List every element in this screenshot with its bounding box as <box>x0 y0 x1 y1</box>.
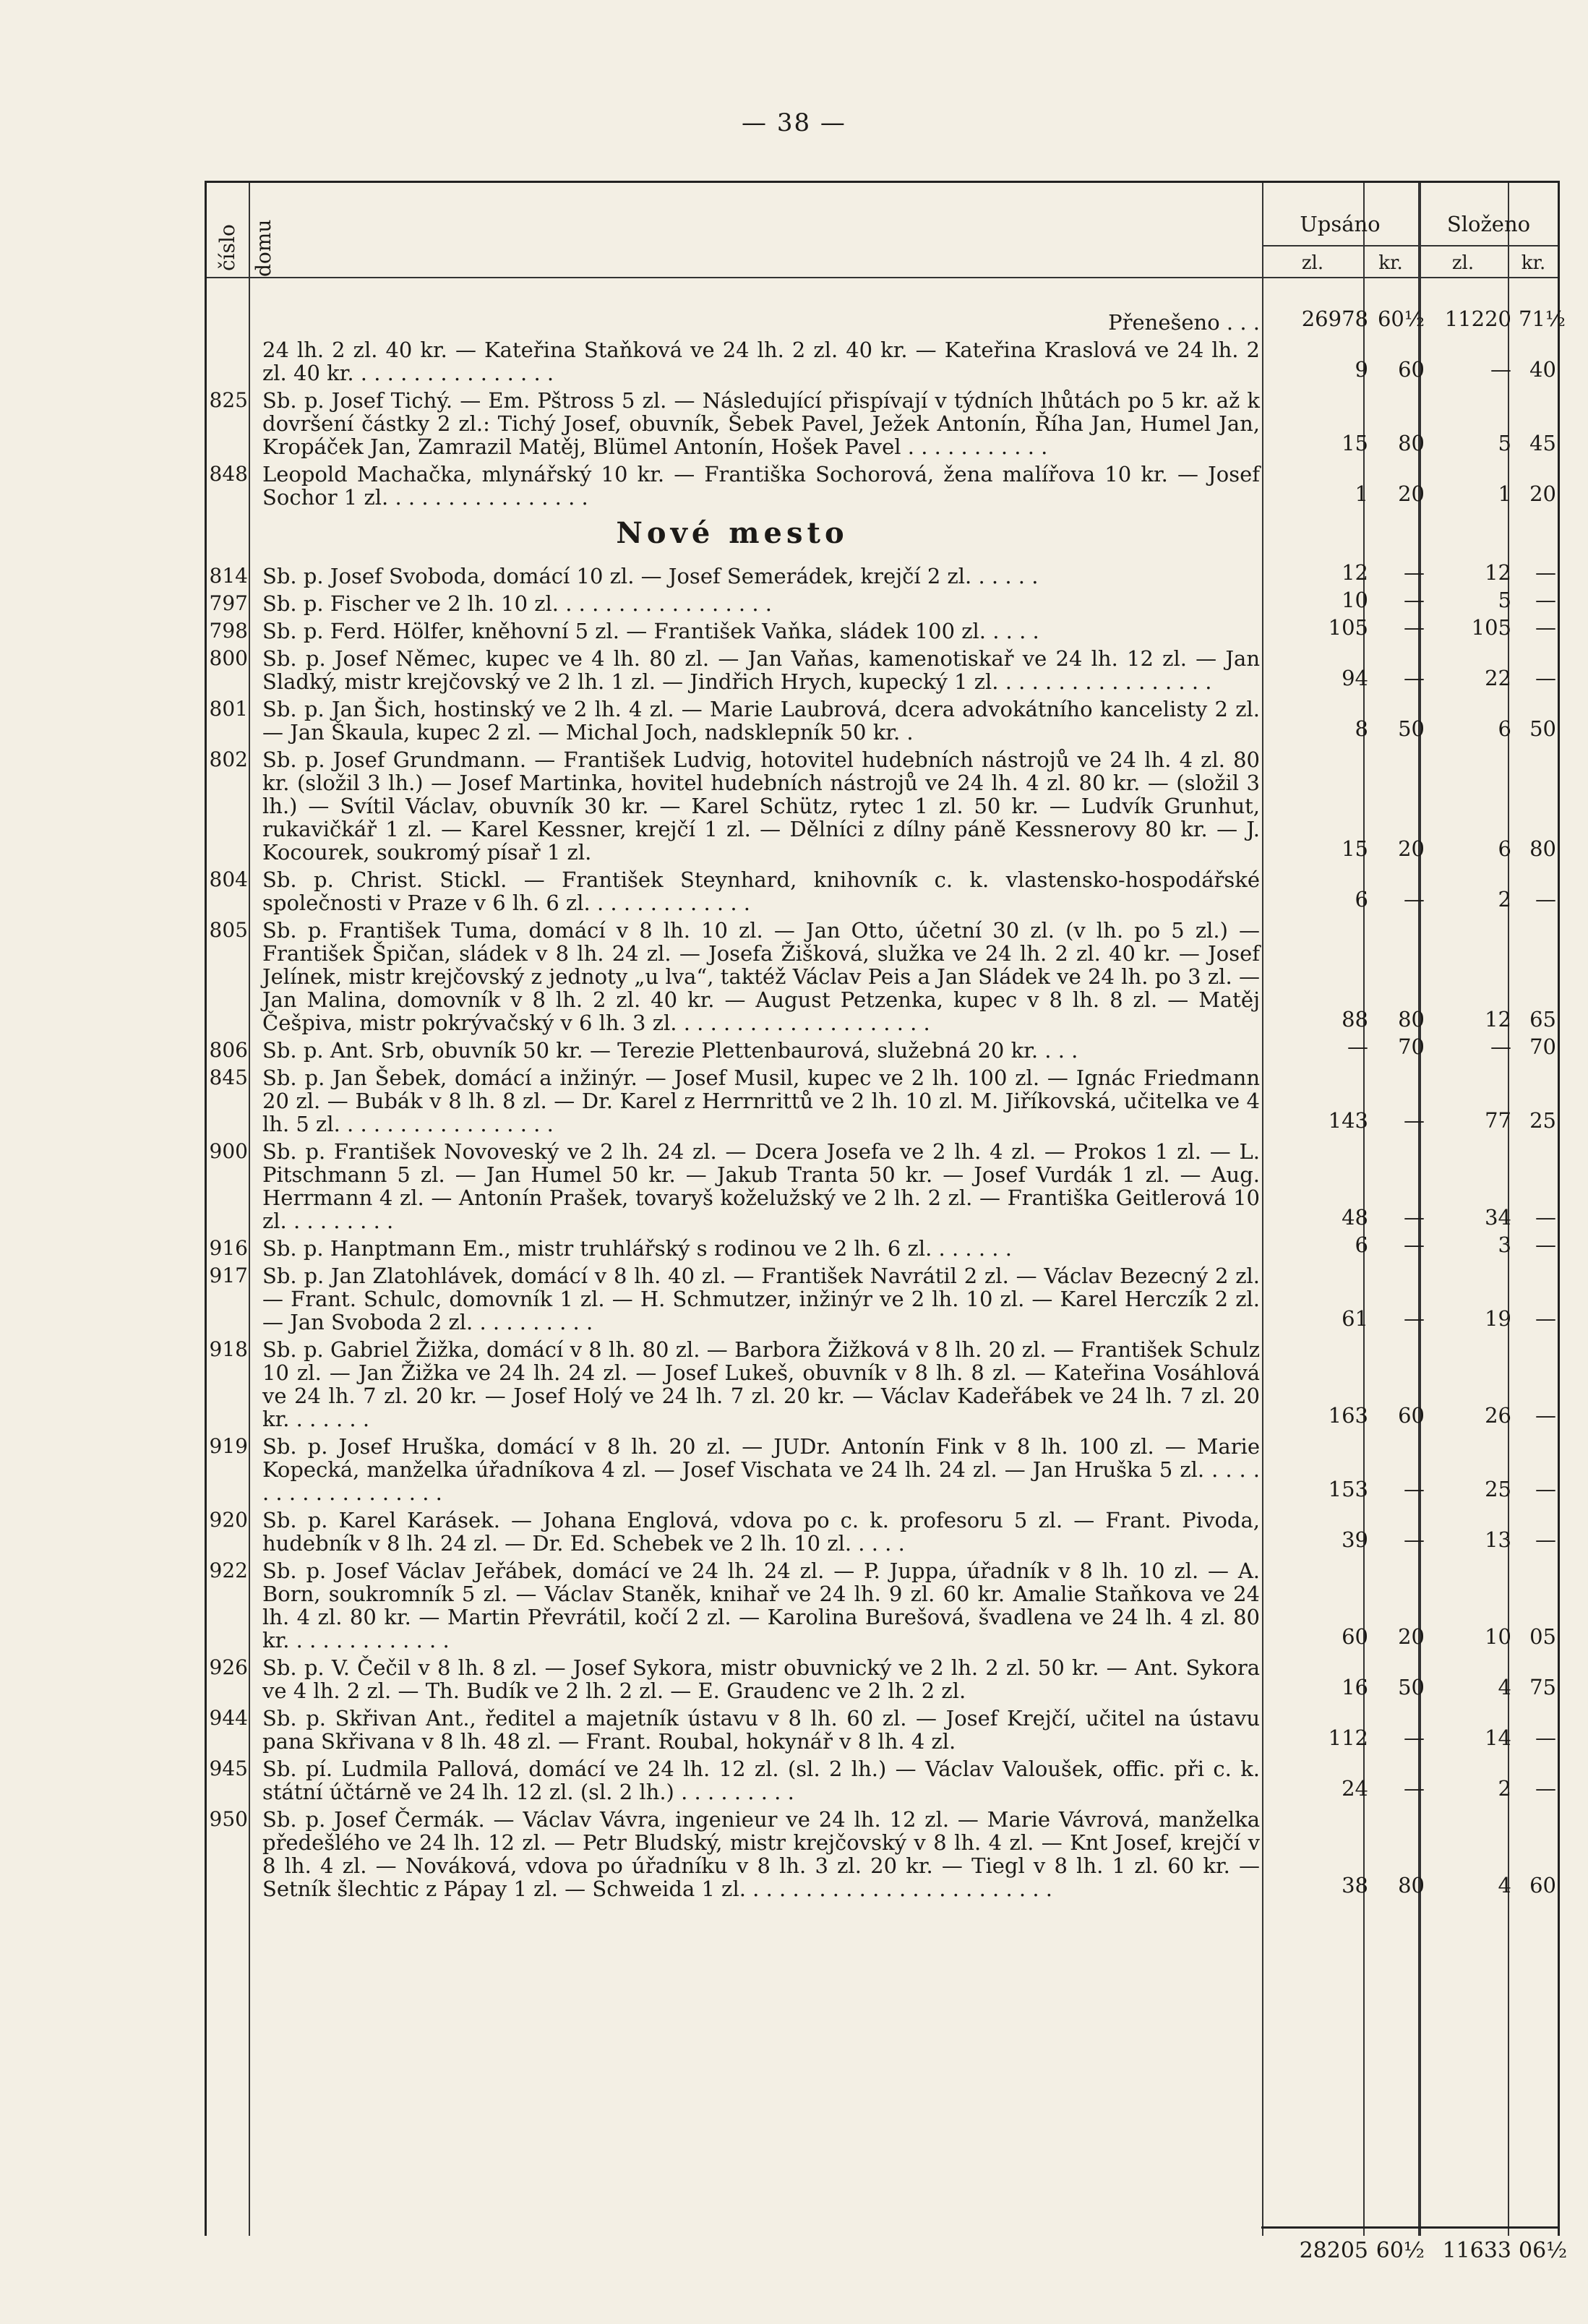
amount-slozeno-kr: — <box>1535 615 1556 640</box>
entry-text: Sb. p. Hanptmann Em., mistr truhlářský s rodinou ve 2 lh. 6 zl. . . . . . . <box>262 1236 1012 1261</box>
amount-upsano-kr: 20 <box>1398 481 1425 506</box>
entry-amounts <box>1274 1006 1560 1034</box>
amount-slozeno-kr: — <box>1535 1205 1556 1230</box>
amount-slozeno-kr: 75 <box>1529 1675 1556 1699</box>
amount-upsano-zl: 16 <box>1342 1675 1368 1699</box>
amount-upsano-zl: 112 <box>1328 1725 1368 1750</box>
amount-slozeno-zl: 13 <box>1485 1527 1511 1552</box>
amount-upsano-kr: — <box>1404 1306 1425 1331</box>
entry-amounts <box>1274 1305 1560 1334</box>
amount-slozeno-kr: — <box>1535 1232 1556 1257</box>
amount-upsano-kr: 70 <box>1398 1034 1425 1059</box>
amount-upsano-zl: 88 <box>1342 1007 1368 1032</box>
entry-row <box>205 1066 1560 1136</box>
entry-text: Sb. p. Jan Zlatohlávek, domácí v 8 lh. 40 zl. — František Navrátil 2 zl. — Václav Bezecný 2 zl. — Frant. Schulc, domovník 1 zl. — H. Schmutzer, inžinýr ve 2 lh. 10 zl. — Karel Herczík 2 zl. — Jan Svoboda 2 zl. . . . . . . . . . <box>262 1264 1260 1334</box>
amount-upsano-kr: — <box>1404 615 1425 640</box>
amount-slozeno-zl: 12 <box>1485 560 1511 585</box>
amount-upsano-zl: 61 <box>1342 1306 1368 1331</box>
entry-text: Sb. p. Ferd. Hölfer, kněhovní 5 zl. — František Vaňka, sládek 100 zl. . . . . <box>262 619 1039 643</box>
amount-slozeno-zl: 4 <box>1498 1873 1511 1898</box>
amount-upsano-zl: 6 <box>1355 887 1368 912</box>
entry-row <box>205 463 1560 509</box>
amount-slozeno-zl: 6 <box>1498 716 1511 741</box>
entry-text: Přenešeno . . . <box>1108 310 1260 335</box>
amount-slozeno-kr: — <box>1535 666 1556 690</box>
amount-slozeno-zl: 5 <box>1498 588 1511 612</box>
slozeno-zl-header: zl. <box>1451 252 1475 274</box>
house-number: 825 <box>209 388 248 412</box>
amount-upsano-zl: 15 <box>1342 431 1368 455</box>
entry-row <box>205 1559 1560 1652</box>
entry-text: Sb. p. Gabriel Žižka, domácí v 8 lh. 80 zl. — Barbora Žižková v 8 lh. 20 zl. — František Schulz 10 zl. — Jan Žižka ve 24 lh. 24 zl. — Josef Lukeš, obuvník v 8 lh. 8 zl. — Kateřina Vosáhlová ve 24 lh. 7 zl. 20 kr. — Josef Holý ve 24 lh. 7 zl. 20 kr. — Václav Kadeřábek ve 24 lh. 7 zl. 20 kr. . . . . . . <box>262 1337 1260 1431</box>
house-number: 804 <box>209 867 248 891</box>
entry-row <box>205 389 1560 458</box>
house-number: 805 <box>209 918 248 942</box>
amount-slozeno-kr: — <box>1535 1527 1556 1552</box>
entry-amounts <box>1274 1475 1560 1504</box>
house-number: 797 <box>209 591 248 615</box>
amount-upsano-zl: 12 <box>1342 560 1368 585</box>
amount-upsano-kr: — <box>1404 1477 1425 1501</box>
amount-slozeno-zl: 6 <box>1498 836 1511 861</box>
entry-row <box>205 1808 1560 1900</box>
entry-amounts <box>1274 1871 1560 1900</box>
house-number: 917 <box>209 1264 248 1287</box>
amount-upsano-kr: 80 <box>1398 431 1425 455</box>
total-slozeno-kr: 06½ <box>1519 2238 1568 2263</box>
entry-text: Sb. p. Fischer ve 2 lh. 10 zl. . . . . . . . . . . . . . . . . <box>262 591 773 616</box>
slozeno-kr-header: kr. <box>1521 252 1546 274</box>
amount-upsano-kr: 20 <box>1398 836 1425 861</box>
entry-text: Leopold Machačka, mlynářský 10 kr. — Františka Sochorová, žena malířova 10 kr. — Josef Sochor 1 zl. . . . . . . . . . . . . . . . <box>262 462 1260 510</box>
amount-upsano-kr: 50 <box>1398 716 1425 741</box>
amount-upsano-zl: 15 <box>1342 836 1368 861</box>
house-number: 801 <box>209 697 248 721</box>
amount-upsano-zl: 48 <box>1342 1205 1368 1230</box>
amount-upsano-zl: 6 <box>1355 1232 1368 1257</box>
entry-row <box>205 1264 1560 1334</box>
entry-amounts <box>1274 480 1560 509</box>
amount-slozeno-zl: — <box>1490 357 1511 382</box>
house-number: 802 <box>209 747 248 771</box>
upsano-zl-header: zl. <box>1301 252 1324 274</box>
entry-amounts <box>1274 1724 1560 1753</box>
house-number: 916 <box>209 1236 248 1260</box>
entry-row <box>205 1509 1560 1555</box>
entry-text: Sb. p. Josef Němec, kupec ve 4 lh. 80 zl. — Jan Vaňas, kamenotiskař ve 24 lh. 12 zl. — Jan Sladký, mistr krejčovský ve 2 lh. 1 zl. — Jindřich Hrych, kupecký 1 zl. . . . . . . . . . . . . . . . . <box>262 646 1260 694</box>
entry-row <box>205 1435 1560 1504</box>
amount-upsano-zl: 9 <box>1355 357 1368 382</box>
amount-upsano-zl: 60 <box>1342 1624 1368 1649</box>
entry-text: Sb. p. Jan Šich, hostinský ve 2 lh. 4 zl. — Marie Laubrová, dcera advokátního kancelisty 2 zl. — Jan Škaula, kupec 2 zl. — Michal Joch, nadsklepník 50 kr. . <box>262 697 1260 745</box>
entry-amounts <box>1274 1623 1560 1652</box>
house-number: 918 <box>209 1337 248 1361</box>
amount-slozeno-kr: 20 <box>1529 481 1556 506</box>
amount-slozeno-zl: 2 <box>1498 887 1511 912</box>
amount-slozeno-zl: 26 <box>1485 1403 1511 1428</box>
amount-slozeno-kr: — <box>1535 560 1556 585</box>
upsano-kr-header: kr. <box>1378 252 1403 274</box>
entry-text: Sb. p. Josef Václav Jeřábek, domácí ve 24 lh. 24 zl. — P. Juppa, úřadník v 8 lh. 10 zl. — A. Born, soukromník 5 zl. — Václav Staněk, knihař ve 24 lh. 9 zl. 60 kr. Amalie Staňkova ve 24 lh. 4 zl. 80 kr. — Martin Převrátil, kočí 2 zl. — Karolina Burešová, švadlena ve 24 lh. 4 zl. 80 kr. . . . . . . . . . . . . <box>262 1558 1260 1652</box>
amount-upsano-zl: 10 <box>1342 588 1368 612</box>
entry-row <box>205 647 1560 693</box>
entry-amounts <box>1274 356 1560 385</box>
house-number: 919 <box>209 1434 248 1458</box>
amount-slozeno-zl: 10 <box>1485 1624 1511 1649</box>
entry-text: Sb. p. Jan Šebek, domácí a inžinýr. — Josef Musil, kupec ve 2 lh. 100 zl. — Ignác Friedmann 20 zl. — Bubák v 8 lh. 8 zl. — Dr. Karel z Herrnrittů ve 2 lh. 10 zl. M. Jiříkovská, učitelka ve 4 lh. 5 zl. . . . . . . . . . . . . . . . . <box>262 1065 1260 1136</box>
amount-slozeno-zl: — <box>1490 1034 1511 1059</box>
entry-row <box>205 588 1560 616</box>
entry-row <box>205 1656 1560 1702</box>
amount-slozeno-zl: 105 <box>1471 615 1511 640</box>
amount-upsano-kr: — <box>1404 588 1425 612</box>
total-row <box>205 2230 1568 2266</box>
amount-slozeno-kr: — <box>1535 887 1556 912</box>
entry-text: Sb. p. Skřivan Ant., ředitel a majetník ústavu v 8 lh. 60 zl. — Josef Krejčí, učitel na ústavu pana Skřivana v 8 lh. 48 zl. — Frant. Roubal, hokynář v 8 lh. 4 zl. <box>262 1706 1260 1754</box>
house-number: 845 <box>209 1065 248 1089</box>
amount-slozeno-zl: 1 <box>1498 481 1511 506</box>
house-number: 800 <box>209 646 248 670</box>
entry-row <box>205 338 1560 385</box>
entry-row <box>205 560 1560 588</box>
amount-slozeno-zl: 12 <box>1485 1007 1511 1032</box>
amount-slozeno-kr: — <box>1535 1477 1556 1501</box>
entry-row <box>205 698 1560 744</box>
entry-row <box>205 306 1566 335</box>
amount-slozeno-kr: — <box>1535 1725 1556 1750</box>
amount-slozeno-zl: 3 <box>1498 1232 1511 1257</box>
entry-text: Sb. pí. Ludmila Pallová, domácí ve 24 lh. 12 zl. (sl. 2 lh.) — Václav Valoušek, offic. při c. k. státní účtárně ve 24 lh. 12 zl. (sl. 2 lh.) . . . . . . . . . <box>262 1757 1260 1804</box>
amount-slozeno-kr: 80 <box>1529 836 1556 861</box>
amount-upsano-kr: 60 <box>1398 1403 1425 1428</box>
entry-row <box>205 1757 1560 1804</box>
entry-row <box>205 1338 1560 1431</box>
entry-amounts <box>1274 886 1560 914</box>
amount-upsano-zl: 26978 <box>1301 306 1368 331</box>
ledger-rows <box>205 306 1566 1905</box>
entry-text: Sb. p. Josef Hruška, domácí v 8 lh. 20 zl. — JUDr. Antonín Fink v 8 lh. 100 zl. — Marie Kopecká, manželka úřadníkova 4 zl. — Josef Vischata ve 24 lh. 24 zl. — Jan Hruška 5 zl. . . . . . . . . . . . . . . . . . . <box>262 1434 1260 1505</box>
house-number: 798 <box>209 619 248 643</box>
amount-upsano-kr: — <box>1404 1527 1425 1552</box>
house-number: 944 <box>209 1706 248 1730</box>
entry-text: 24 lh. 2 zl. 40 kr. — Kateřina Staňková ve 24 lh. 2 zl. 40 kr. — Kateřina Kraslová ve 24 lh. 2 zl. 40 kr. . . . . . . . . . . . . . . . <box>262 338 1260 385</box>
entry-text: Sb. p. Josef Svoboda, domácí 10 zl. — Josef Semerádek, krejčí 2 zl. . . . . . <box>262 564 1039 588</box>
amount-slozeno-kr: 05 <box>1529 1624 1556 1649</box>
entry-amounts <box>1274 614 1560 643</box>
entry-amounts <box>1274 586 1560 615</box>
amount-slozeno-zl: 4 <box>1498 1675 1511 1699</box>
amount-slozeno-zl: 2 <box>1498 1776 1511 1801</box>
amount-upsano-kr: 60 <box>1398 357 1425 382</box>
amount-slozeno-kr: 25 <box>1529 1108 1556 1133</box>
amount-slozeno-zl: 25 <box>1485 1477 1511 1501</box>
amount-slozeno-kr: — <box>1535 588 1556 612</box>
amount-upsano-kr: 80 <box>1398 1007 1425 1032</box>
amount-slozeno-zl: 19 <box>1485 1306 1511 1331</box>
amount-upsano-zl: 24 <box>1342 1776 1368 1801</box>
total-slozeno-zl: 11633 <box>1442 2238 1511 2263</box>
amount-upsano-kr: — <box>1404 1205 1425 1230</box>
amount-upsano-zl: — <box>1347 1034 1368 1059</box>
amount-upsano-zl: 1 <box>1355 481 1368 506</box>
header-subrule <box>1262 245 1558 246</box>
amount-slozeno-kr: — <box>1535 1306 1556 1331</box>
amount-slozeno-kr: 40 <box>1529 357 1556 382</box>
entry-amounts <box>1274 715 1560 744</box>
entry-amounts <box>1274 559 1560 588</box>
amount-upsano-kr: 80 <box>1398 1873 1425 1898</box>
entry-amounts <box>1274 1231 1560 1260</box>
amount-upsano-kr: — <box>1404 1108 1425 1133</box>
house-number: 950 <box>209 1807 248 1831</box>
entry-amounts <box>1274 1673 1560 1702</box>
amount-upsano-zl: 105 <box>1328 615 1368 640</box>
amount-upsano-zl: 153 <box>1328 1477 1368 1501</box>
amount-slozeno-zl: 22 <box>1485 666 1511 690</box>
house-number: 920 <box>209 1508 248 1532</box>
header-rule <box>207 277 1558 278</box>
entry-text: Sb. p. Josef Grundmann. — František Ludvig, hotovitel hudebních nástrojů ve 24 lh. 4 zl. 80 kr. (složil 3 lh.) — Josef Martinka, hovitel hudebních nástrojů ve 24 lh. 4 zl. 80 kr. — (složil 3 lh.) — Svítil Václav, obuvník 30 kr. — Karel Schütz, rytec 1 zl. 50 kr. — Ludvík Grunhut, rukavičkář 1 zl. — Karel Kessner, krejčí 1 zl. — Dělníci z dílny páně Kessnerovy 80 kr. — J. Kocourek, soukromý písař 1 zl. <box>262 747 1260 865</box>
page-number: — 38 — <box>742 108 846 137</box>
entry-amounts <box>1274 1775 1560 1804</box>
amount-upsano-zl: 163 <box>1328 1403 1368 1428</box>
amount-upsano-zl: 8 <box>1355 716 1368 741</box>
house-number: 806 <box>209 1038 248 1062</box>
amount-slozeno-kr: 71½ <box>1519 306 1566 331</box>
slozeno-header: Složeno <box>1446 212 1531 236</box>
amount-upsano-kr: — <box>1404 666 1425 690</box>
amount-upsano-kr: — <box>1404 560 1425 585</box>
total-upsano-zl: 28205 <box>1299 2238 1368 2263</box>
entry-row <box>205 1232 1560 1261</box>
amount-upsano-kr: 20 <box>1398 1624 1425 1649</box>
total-rule <box>1261 2226 1560 2229</box>
entry-amounts <box>1274 1402 1560 1431</box>
house-number: 922 <box>209 1558 248 1582</box>
amount-slozeno-kr: 50 <box>1529 716 1556 741</box>
entry-text: Sb. p. František Tuma, domácí v 8 lh. 10 zl. — Jan Otto, účetní 30 zl. (v lh. po 5 zl.) — František Špičan, sládek v 8 lh. 24 zl. — Josefa Žišková, služka ve 24 lh. 2 zl. 40 kr. — Josef Jelínek, mistr krejčovský z jednoty „u lva“, taktéž Václav Peis a Jan Sládek ve 24 lh. po 3 zl. — Jan Malina, domovník v 8 lh. 2 zl. 40 kr. — August Petzenka, kupec v 8 lh. 8 zl. — Matěj Češpiva, mistr pokrývačský v 6 lh. 3 zl. . . . . . . . . . . . . . . . . . . . <box>262 918 1260 1035</box>
entry-text: Sb. p. Christ. Stickl. — František Steynhard, knihovník c. k. vlastensko-hospodářské společnosti v Praze v 6 lh. 6 zl. . . . . . . . . . . . . <box>262 867 1260 915</box>
entry-amounts <box>1274 1107 1560 1136</box>
entry-text: Sb. p. Josef Tichý. — Em. Pštross 5 zl. — Následující přispívají v týdních lhůtách po 5 kr. až k dovršení částky 2 zl.: Tichý Josef, obuvník, Šebek Pavel, Ježek Antonín, Říha Jan, Humel Jan, Kropáček Jan, Zamrazil Matěj, Blümel Antonín, Hošek Pavel . . . . . . . . . . . <box>262 388 1260 459</box>
amount-slozeno-zl: 34 <box>1485 1205 1511 1230</box>
entry-row <box>205 748 1560 864</box>
section-heading: Nové mesto <box>616 516 849 550</box>
amount-upsano-kr: — <box>1404 1232 1425 1257</box>
amount-upsano-kr: 60½ <box>1377 306 1425 331</box>
entry-amounts <box>1274 1033 1560 1062</box>
entry-amounts <box>1274 835 1560 864</box>
amount-upsano-zl: 143 <box>1328 1108 1368 1133</box>
entry-amounts <box>1274 664 1560 693</box>
amount-slozeno-zl: 77 <box>1485 1108 1511 1133</box>
entry-row <box>205 919 1560 1034</box>
amount-upsano-kr: — <box>1404 887 1425 912</box>
entry-text: Sb. p. František Novoveský ve 2 lh. 24 zl. — Dcera Josefa ve 2 lh. 4 zl. — Prokos 1 zl. — L. Pitschmann 5 zl. — Jan Humel 50 kr. — Jakub Tranta 50 kr. — Josef Vurdák 1 zl. — Aug. Herrmann 4 zl. — Antonín Prašek, tovaryš koželužský ve 2 lh. 2 zl. — Františka Geitlerová 10 zl. . . . . . . . . <box>262 1139 1260 1233</box>
entry-text: Sb. p. V. Čečil v 8 lh. 8 zl. — Josef Sykora, mistr obuvnický ve 2 lh. 2 zl. 50 kr. — Ant. Sykora ve 4 lh. 2 zl. — Th. Budík ve 2 lh. 2 zl. — E. Graudenc ve 2 lh. 2 zl. <box>262 1655 1260 1703</box>
entry-row <box>205 615 1560 643</box>
amount-upsano-kr: 50 <box>1398 1675 1425 1699</box>
entry-amounts <box>1274 305 1566 334</box>
entry-amounts <box>1274 429 1560 458</box>
entry-amounts <box>1274 1204 1560 1232</box>
amount-slozeno-kr: 70 <box>1529 1034 1556 1059</box>
house-number: 848 <box>209 462 248 486</box>
entry-text: Sb. p. Josef Čermák. — Václav Vávra, ingenieur ve 24 lh. 12 zl. — Marie Vávrová, manželka předešlého ve 24 lh. 12 zl. — Petr Bludský, mistr krejčovský v 8 lh. 4 zl. — Knt Josef, krejčí v 8 lh. 4 zl. — Nováková, vdova po úřadníku v 8 lh. 3 zl. 20 kr. — Tiegl v 8 lh. 1 zl. 60 kr. — Setník šlechtic z Pápay 1 zl. — Schweida 1 zl. . . . . . . . . . . . . . . . . . . . . . . . <box>262 1807 1260 1901</box>
amount-slozeno-kr: — <box>1535 1776 1556 1801</box>
amount-slozeno-kr: 45 <box>1529 431 1556 455</box>
entry-text: Sb. p. Ant. Srb, obuvník 50 kr. — Terezie Plettenbaurová, služebná 20 kr. . . . <box>262 1038 1078 1063</box>
house-number: 900 <box>209 1139 248 1163</box>
house-number: 926 <box>209 1655 248 1679</box>
entry-amounts <box>1274 1526 1560 1555</box>
amount-slozeno-kr: 65 <box>1529 1007 1556 1032</box>
upsano-header: Upsáno <box>1300 212 1381 236</box>
entry-text: Sb. p. Karel Karásek. — Johana Englová, vdova po c. k. profesoru 5 zl. — Frant. Pivoda, hudebník v 8 lh. 24 zl. — Dr. Ed. Schebek ve 2 lh. 10 zl. . . . . <box>262 1508 1260 1556</box>
amount-upsano-zl: 38 <box>1342 1873 1368 1898</box>
domu-header: číslo domu <box>215 219 275 277</box>
entry-row <box>205 868 1560 914</box>
amount-upsano-zl: 94 <box>1342 666 1368 690</box>
amount-slozeno-zl: 11220 <box>1444 306 1511 331</box>
amount-slozeno-zl: 5 <box>1498 431 1511 455</box>
house-number: 945 <box>209 1757 248 1780</box>
amount-slozeno-kr: 60 <box>1529 1873 1556 1898</box>
entry-row <box>205 1140 1560 1232</box>
amount-slozeno-kr: — <box>1535 1403 1556 1428</box>
entry-row <box>205 1034 1560 1063</box>
total-upsano-kr: 60½ <box>1375 2238 1425 2263</box>
amount-upsano-kr: — <box>1404 1725 1425 1750</box>
entry-row <box>205 1707 1560 1753</box>
amount-upsano-zl: 39 <box>1342 1527 1368 1552</box>
amount-upsano-kr: — <box>1404 1776 1425 1801</box>
amount-slozeno-zl: 14 <box>1485 1725 1511 1750</box>
house-number: 814 <box>209 564 248 588</box>
